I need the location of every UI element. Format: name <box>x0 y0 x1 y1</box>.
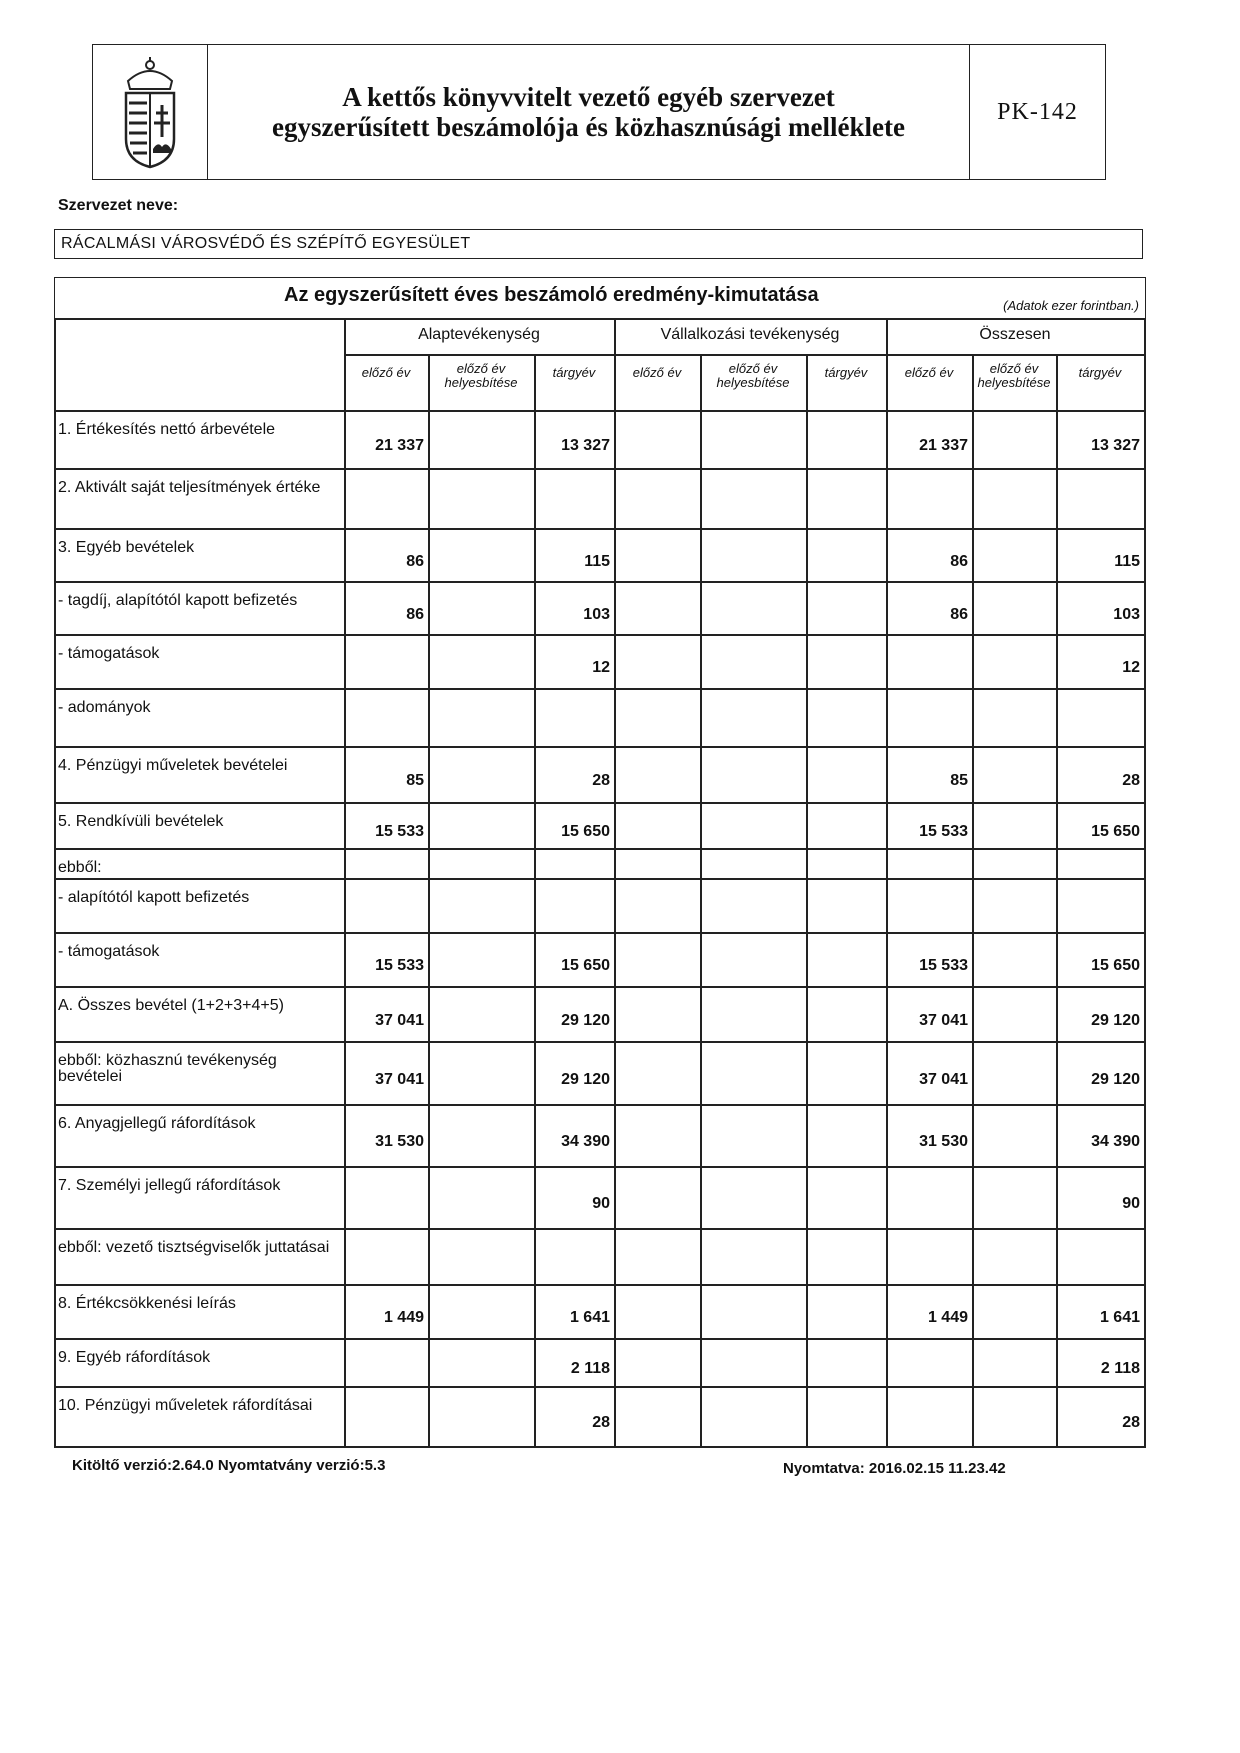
table-cell-value: 15 533 <box>375 823 424 840</box>
row-label: ebből: vezető tisztségviselők juttatásai <box>58 1239 330 1256</box>
table-cell-value: 1 641 <box>569 1309 610 1326</box>
table-rule <box>54 1446 1146 1448</box>
table-cell-value: 29 120 <box>1091 1011 1140 1029</box>
row-label: A. Összes bevétel (1+2+3+4+5) <box>58 997 284 1014</box>
table-cell-value: 103 <box>583 605 610 623</box>
table-cell-value: 21 337 <box>375 437 424 454</box>
table-cell-value: 37 041 <box>375 1070 424 1088</box>
table-cell-value: 12 <box>592 659 610 676</box>
table-cell-value: 21 337 <box>919 437 968 454</box>
table-rule <box>534 354 536 1447</box>
table-cell-value: 29 120 <box>561 1070 610 1088</box>
column-group-header: Vállalkozási tevékenység <box>660 326 840 343</box>
table-rule <box>54 318 56 1447</box>
row-label: 9. Egyéb ráfordítások <box>58 1349 211 1366</box>
organization-name-field: RÁCALMÁSI VÁROSVÉDŐ ÉS SZÉPÍTŐ EGYESÜLET <box>54 229 1143 259</box>
table-rule <box>54 318 1146 320</box>
table-rule <box>972 354 974 1447</box>
table-rule <box>54 410 1146 412</box>
row-label: 7. Személyi jellegű ráfordítások <box>58 1177 281 1194</box>
table-cell-value: 2 118 <box>570 1360 610 1377</box>
table-cell-value: 28 <box>1122 772 1140 789</box>
row-label: - támogatások <box>58 645 160 662</box>
table-rule <box>344 318 346 1447</box>
table-rule <box>54 746 1146 748</box>
statement-title: Az egyszerűsített éves beszámoló eredmény-kimutatása <box>284 284 819 306</box>
coat-of-arms-icon <box>114 53 186 171</box>
table-rule <box>886 318 888 1447</box>
table-rule <box>54 1386 1146 1388</box>
table-rule <box>1056 354 1058 1447</box>
table-rule <box>54 634 1146 636</box>
table-cell-value: 15 533 <box>919 823 968 840</box>
column-subheader: tárgyév <box>552 365 596 380</box>
row-label: - adományok <box>58 699 151 716</box>
column-subheader: előző év helyesbítése <box>444 361 518 390</box>
row-label: 3. Egyéb bevételek <box>58 539 195 556</box>
table-cell-value: 31 530 <box>919 1133 968 1150</box>
table-cell-value: 2 118 <box>1100 1360 1140 1377</box>
table-cell-value: 37 041 <box>375 1011 424 1029</box>
row-label: 1. Értékesítés nettó árbevétele <box>58 421 276 438</box>
column-group-header: Összesen <box>979 326 1051 343</box>
column-subheader: előző év <box>361 365 411 380</box>
table-cell-value: 1 641 <box>1099 1309 1140 1326</box>
table-rule <box>700 354 702 1447</box>
table-cell-value: 37 041 <box>919 1070 968 1088</box>
table-cell-value: 31 530 <box>375 1133 424 1150</box>
column-subheader: tárgyév <box>824 365 868 380</box>
table-cell-value: 15 650 <box>1091 957 1140 974</box>
form-header <box>92 44 1106 180</box>
table-cell-value: 28 <box>592 772 610 789</box>
table-rule <box>54 1284 1146 1286</box>
row-label: 4. Pénzügyi műveletek bevételei <box>58 757 288 774</box>
table-rule <box>54 932 1146 934</box>
unit-note: (Adatok ezer forintban.) <box>1003 298 1139 313</box>
table-rule <box>54 1338 1146 1340</box>
table-rule <box>54 986 1146 988</box>
table-cell-value: 13 327 <box>561 437 610 454</box>
statement-title-bar <box>55 278 1145 319</box>
table-cell-value: 1 449 <box>927 1309 968 1326</box>
table-cell-value: 13 327 <box>1091 437 1140 454</box>
row-label: 8. Értékcsökkenési leírás <box>58 1295 236 1312</box>
row-label: - alapítótól kapott befizetés <box>58 889 250 906</box>
statement-frame <box>54 277 1146 319</box>
table-cell-value: 86 <box>406 552 424 570</box>
row-label: 2. Aktivált saját teljesítmények értéke <box>58 479 321 496</box>
row-label: 6. Anyagjellegű ráfordítások <box>58 1115 256 1132</box>
table-rule <box>54 581 1146 583</box>
income-statement-table <box>54 318 1146 1448</box>
row-label: 10. Pénzügyi műveletek ráfordításai <box>58 1397 313 1414</box>
table-cell-value: 86 <box>406 605 424 623</box>
table-cell-value: 103 <box>1113 605 1140 623</box>
table-cell-value: 28 <box>592 1414 610 1431</box>
row-label: ebből: közhasznú tevékenység bevételei <box>58 1052 277 1085</box>
table-cell-value: 86 <box>950 552 968 570</box>
form-title <box>208 45 970 179</box>
table-cell-value: 90 <box>592 1195 610 1212</box>
table-rule <box>344 354 1146 356</box>
column-subheader: tárgyév <box>1078 365 1122 380</box>
table-rule <box>54 528 1146 530</box>
table-cell-value: 90 <box>1122 1195 1140 1212</box>
column-subheader: előző év helyesbítése <box>977 361 1051 390</box>
column-group-header: Alaptevékenység <box>418 326 540 343</box>
column-subheader: előző év <box>904 365 954 380</box>
table-cell-value: 29 120 <box>1091 1070 1140 1088</box>
table-cell-value: 15 533 <box>919 957 968 974</box>
table-cell-value: 1 449 <box>383 1309 424 1326</box>
column-subheader: előző év helyesbítése <box>716 361 790 390</box>
table-rule <box>54 1104 1146 1106</box>
table-rule <box>54 1228 1146 1230</box>
table-rule <box>614 318 616 1447</box>
table-cell-value: 15 533 <box>375 957 424 974</box>
table-rule <box>54 878 1146 880</box>
row-label: - tagdíj, alapítótól kapott befizetés <box>58 592 298 609</box>
row-label: ebből: <box>58 859 102 876</box>
table-cell-value: 28 <box>1122 1414 1140 1431</box>
table-rule <box>54 802 1146 804</box>
print-timestamp: Nyomtatva: 2016.02.15 11.23.42 <box>783 1460 1006 1477</box>
crest-cell <box>93 45 208 179</box>
table-cell-value: 29 120 <box>561 1011 610 1029</box>
table-rule <box>54 468 1146 470</box>
table-cell-value: 115 <box>584 552 610 570</box>
table-cell-value: 85 <box>950 772 968 789</box>
form-code: PK-142 <box>997 98 1078 125</box>
table-cell-value: 115 <box>1114 552 1140 570</box>
table-rule <box>806 354 808 1447</box>
table-rule <box>428 354 430 1447</box>
table-rule <box>54 688 1146 690</box>
table-cell-value: 15 650 <box>561 957 610 974</box>
table-cell-value: 15 650 <box>561 823 610 840</box>
column-subheader: előző év <box>632 365 682 380</box>
row-label: 5. Rendkívüli bevételek <box>58 813 224 830</box>
table-cell-value: 86 <box>950 605 968 623</box>
organization-label: Szervezet neve: <box>58 197 179 214</box>
version-info: Kitöltő verzió:2.64.0 Nyomtatvány verzió:5.3 <box>72 1457 386 1474</box>
table-cell-value: 85 <box>406 772 424 789</box>
table-cell-value: 34 390 <box>561 1133 610 1150</box>
table-rule <box>54 1166 1146 1168</box>
row-label: - támogatások <box>58 943 160 960</box>
table-cell-value: 15 650 <box>1091 823 1140 840</box>
table-cell-value: 12 <box>1122 659 1140 676</box>
table-cell-value: 34 390 <box>1091 1133 1140 1150</box>
table-rule <box>54 1041 1146 1043</box>
form-title-line-1: A kettős könyvvitelt vezető egyéb szervezet <box>342 82 835 112</box>
table-cell-value: 37 041 <box>919 1011 968 1029</box>
table-rule <box>1144 318 1146 1447</box>
form-title-line-2: egyszerűsített beszámolója és közhasznúsági melléklete <box>272 112 905 142</box>
table-rule <box>54 848 1146 850</box>
